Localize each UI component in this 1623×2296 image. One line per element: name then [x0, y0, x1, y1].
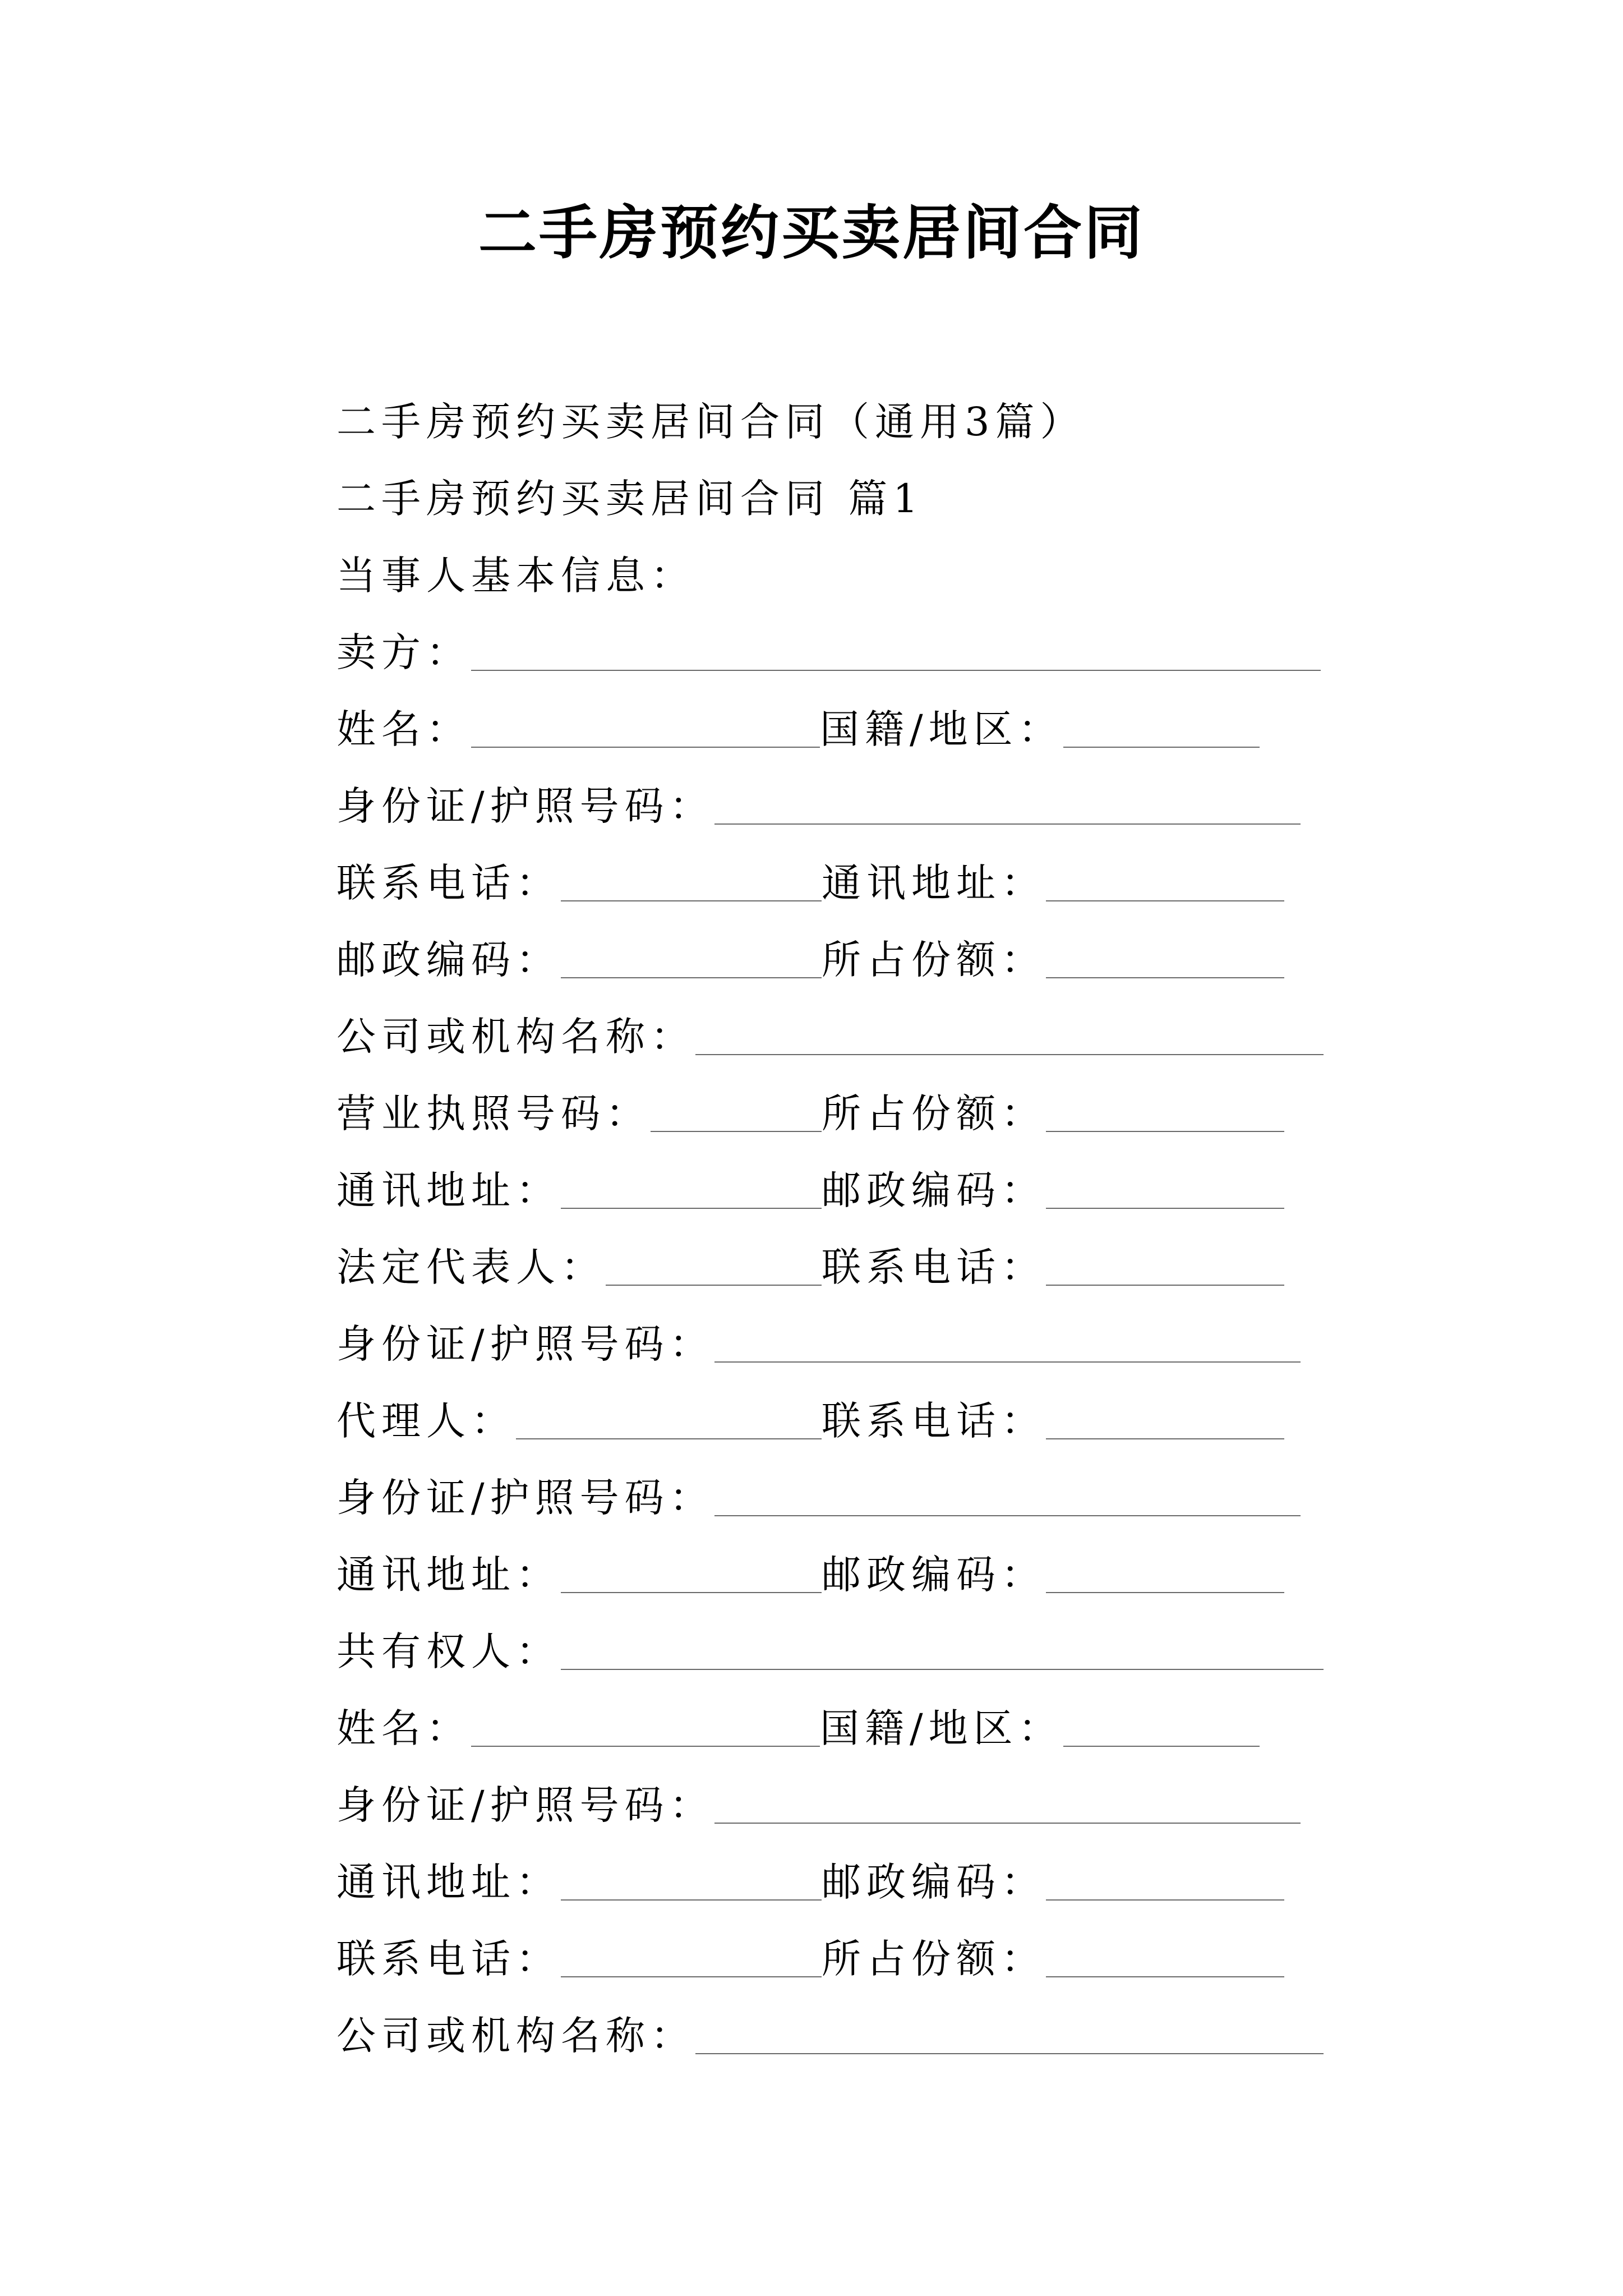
share-blank[interactable]: [1046, 1976, 1284, 1977]
co-owner-name-row: [336, 1677, 1324, 1754]
agent-label: 代理人：: [336, 1398, 516, 1444]
seller-row: [336, 601, 1324, 678]
phone-blank[interactable]: [1046, 1285, 1284, 1286]
postal-code-blank[interactable]: [1046, 1899, 1284, 1901]
business-license-label: 营业执照号码：: [336, 1091, 651, 1137]
section-heading: 二手房预约买卖居间合同 篇1: [336, 476, 924, 522]
seller-postal-row: [336, 908, 1324, 985]
company-name-blank[interactable]: [695, 2053, 1324, 2054]
nationality-label: 国籍/地区：: [820, 1705, 1063, 1751]
id-passport-blank[interactable]: [714, 1515, 1301, 1516]
company-row: [336, 985, 1324, 1062]
agent-row: [336, 1369, 1324, 1446]
id-passport-blank[interactable]: [714, 1823, 1301, 1824]
postal-code-label: 邮政编码：: [822, 1552, 1046, 1598]
address-label: 通讯地址：: [336, 1167, 561, 1213]
co-owner-company-row: [336, 1984, 1324, 2061]
postal-code-blank[interactable]: [1046, 1208, 1284, 1209]
legal-rep-row: [336, 1216, 1324, 1292]
seller-label: 卖方：: [336, 629, 471, 675]
party-info-heading: 当事人基本信息：: [336, 553, 695, 599]
phone-blank[interactable]: [1046, 1438, 1284, 1439]
section-heading-line: [336, 447, 1324, 524]
id-passport-label: 身份证/护照号码：: [336, 1475, 714, 1521]
seller-name-row: [336, 678, 1324, 754]
name-blank[interactable]: [471, 1746, 820, 1747]
share-label: 所占份额：: [822, 1091, 1046, 1137]
id-passport-blank[interactable]: [714, 1361, 1301, 1363]
company-name-blank[interactable]: [695, 1054, 1324, 1055]
co-owner-blank[interactable]: [561, 1669, 1324, 1670]
document-subtitle: 二手房预约买卖居间合同（通用3篇）: [336, 399, 1085, 445]
share-label: 所占份额：: [822, 937, 1046, 983]
legal-rep-label: 法定代表人：: [336, 1244, 606, 1290]
seller-id-row: [336, 754, 1324, 831]
address-blank[interactable]: [1046, 900, 1284, 901]
legal-rep-blank[interactable]: [606, 1285, 822, 1286]
name-label: 姓名：: [336, 706, 471, 752]
id-passport-label: 身份证/护照号码：: [336, 783, 714, 829]
nationality-label: 国籍/地区：: [820, 706, 1063, 752]
postal-code-label: 邮政编码：: [822, 1859, 1046, 1905]
business-license-blank[interactable]: [651, 1131, 822, 1132]
address-blank[interactable]: [561, 1899, 822, 1901]
business-license-row: [336, 1062, 1324, 1139]
co-owner-id-row: [336, 1754, 1324, 1830]
phone-label: 联系电话：: [336, 860, 561, 906]
id-passport-label: 身份证/护照号码：: [336, 1782, 714, 1828]
phone-label: 联系电话：: [822, 1244, 1046, 1290]
agent-id-row: [336, 1446, 1324, 1523]
agent-blank[interactable]: [516, 1438, 822, 1439]
postal-code-blank[interactable]: [1046, 1592, 1284, 1593]
postal-code-label: 邮政编码：: [822, 1167, 1046, 1213]
name-blank[interactable]: [471, 747, 820, 748]
id-passport-blank[interactable]: [714, 823, 1301, 825]
company-name-label: 公司或机构名称：: [336, 2013, 695, 2059]
company-address-row: [336, 1139, 1324, 1216]
phone-blank[interactable]: [561, 900, 822, 901]
co-owner-contact-row: [336, 1907, 1324, 1984]
nationality-blank[interactable]: [1063, 747, 1260, 748]
id-passport-label: 身份证/护照号码：: [336, 1321, 714, 1367]
address-label: 通讯地址：: [336, 1552, 561, 1598]
address-label: 通讯地址：: [822, 860, 1046, 906]
subtitle-line: [336, 370, 1324, 447]
name-label: 姓名：: [336, 1705, 471, 1751]
postal-code-label: 邮政编码：: [336, 937, 561, 983]
co-owner-label: 共有权人：: [336, 1628, 561, 1674]
agent-address-row: [336, 1523, 1324, 1600]
document-title: 二手房预约买卖居间合同: [478, 199, 1145, 267]
company-name-label: 公司或机构名称：: [336, 1014, 695, 1060]
contract-body: [336, 370, 1324, 2061]
co-owner-row: [336, 1600, 1324, 1677]
party-info-heading-line: [336, 524, 1324, 601]
legal-rep-id-row: [336, 1292, 1324, 1369]
phone-label: 联系电话：: [336, 1936, 561, 1982]
address-label: 通讯地址：: [336, 1859, 561, 1905]
share-blank[interactable]: [1046, 1131, 1284, 1132]
share-blank[interactable]: [1046, 977, 1284, 978]
phone-label: 联系电话：: [822, 1398, 1046, 1444]
seller-contact-row: [336, 831, 1324, 908]
share-label: 所占份额：: [822, 1936, 1046, 1982]
phone-blank[interactable]: [561, 1976, 822, 1977]
address-blank[interactable]: [561, 1208, 822, 1209]
nationality-blank[interactable]: [1063, 1746, 1260, 1747]
co-owner-address-row: [336, 1830, 1324, 1907]
address-blank[interactable]: [561, 1592, 822, 1593]
postal-code-blank[interactable]: [561, 977, 822, 978]
seller-blank[interactable]: [471, 670, 1321, 671]
